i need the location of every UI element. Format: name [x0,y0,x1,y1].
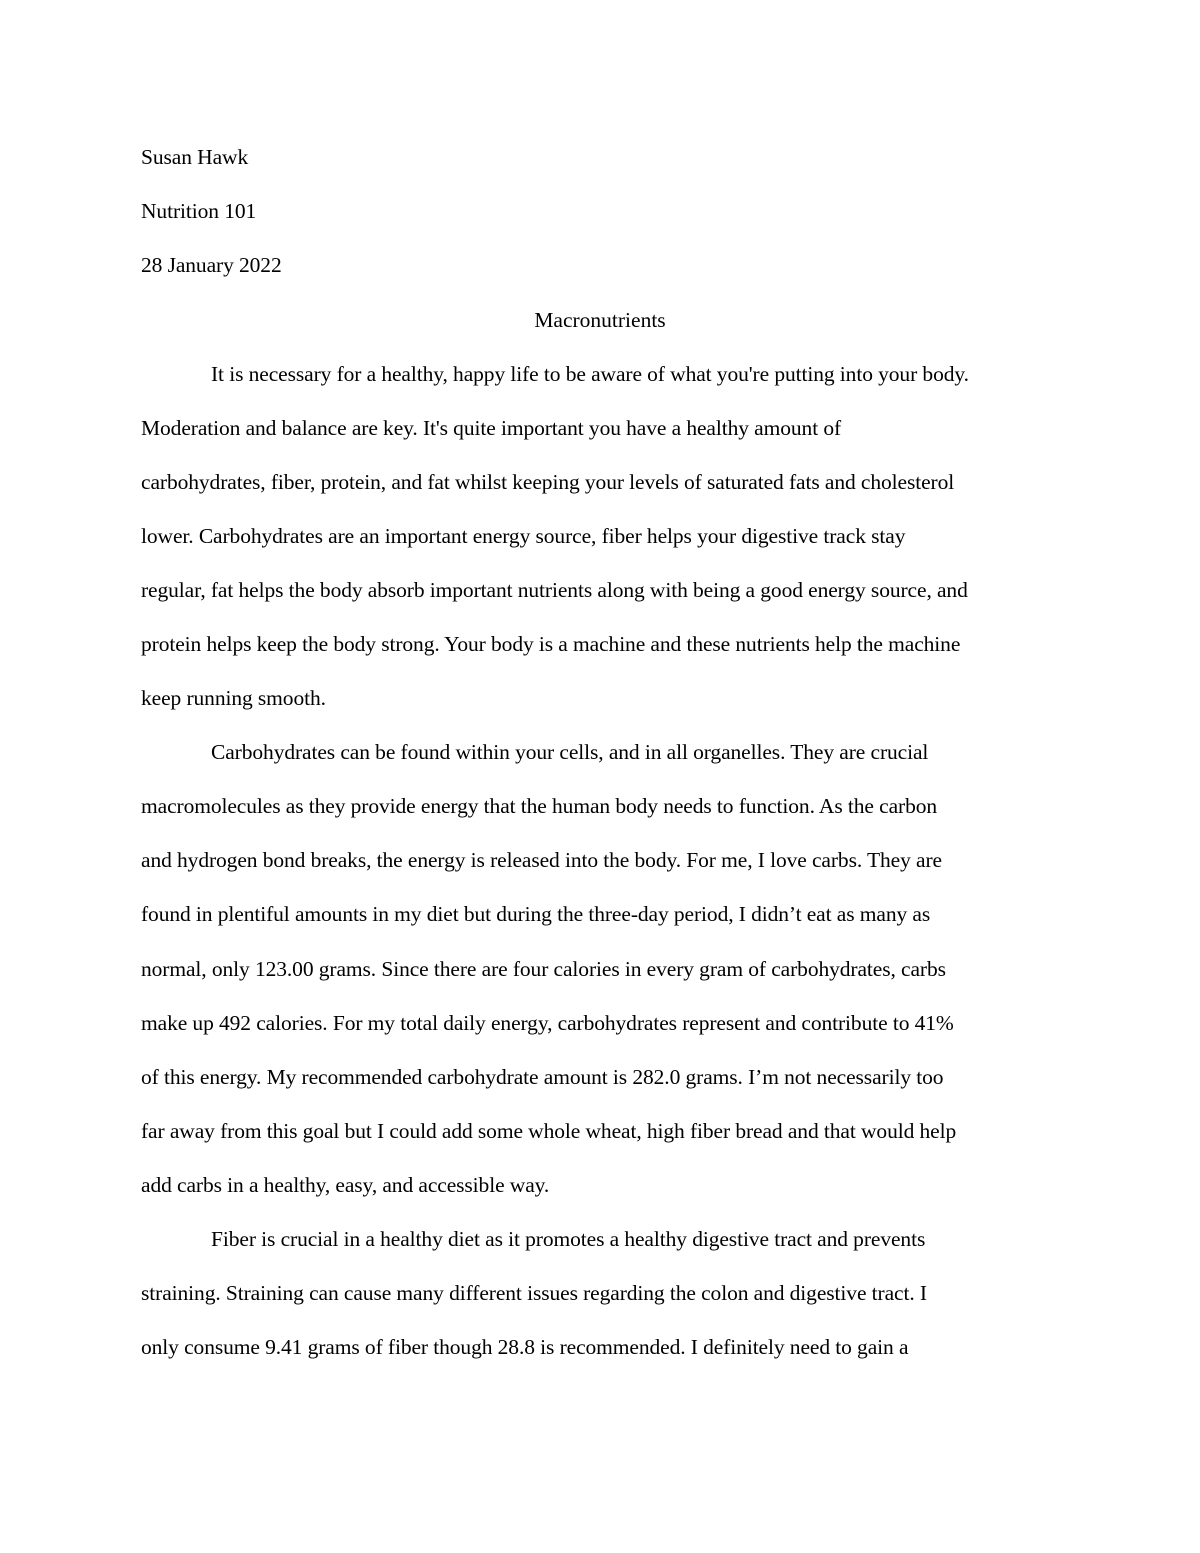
paragraph-2-line-8: far away from this goal but I could add some whole wheat, high fiber bread and that would help [141,1119,957,1143]
paragraph-2-line-2: macromolecules as they provide energy that the human body needs to function. As the carbon [141,794,938,818]
course-name: Nutrition 101 [141,199,257,223]
paragraph-1-line-2: Moderation and balance are key. It's quite important you have a healthy amount of [141,416,842,440]
paragraph-1-line-3: carbohydrates, fiber, protein, and fat whilst keeping your levels of saturated fats and cholesterol [141,470,955,494]
document-date: 28 January 2022 [141,253,282,277]
paragraph-1-line-4: lower. Carbohydrates are an important energy source, fiber helps your digestive track stay [141,524,906,548]
paragraph-3-line-1: Fiber is crucial in a healthy diet as it promotes a healthy digestive tract and prevents [211,1227,926,1251]
paragraph-2-line-1: Carbohydrates can be found within your cells, and in all organelles. They are crucial [211,740,929,764]
paragraph-3-line-3: only consume 9.41 grams of fiber though 28.8 is recommended. I definitely need to gain a [141,1335,909,1359]
document-title: Macronutrients [534,308,666,332]
paragraph-2-line-3: and hydrogen bond breaks, the energy is released into the body. For me, I love carbs. They are [141,848,942,872]
author-name: Susan Hawk [141,145,249,169]
paragraph-2-line-9: add carbs in a healthy, easy, and accessible way. [141,1173,550,1197]
paragraph-1-line-5: regular, fat helps the body absorb important nutrients along with being a good energy source, and [141,578,968,602]
paragraph-2-line-6: make up 492 calories. For my total daily energy, carbohydrates represent and contribute to 41% [141,1011,954,1035]
paragraph-1-line-7: keep running smooth. [141,686,326,710]
paragraph-1-line-6: protein helps keep the body strong. Your body is a machine and these nutrients help the machine [141,632,961,656]
paragraph-2-line-7: of this energy. My recommended carbohydrate amount is 282.0 grams. I’m not necessarily too [141,1065,944,1089]
paragraph-1-line-1: It is necessary for a healthy, happy life to be aware of what you're putting into your body. [211,362,969,386]
paragraph-2-line-4: found in plentiful amounts in my diet but during the three-day period, I didn’t eat as many as [141,902,931,926]
paragraph-2-line-5: normal, only 123.00 grams. Since there are four calories in every gram of carbohydrates, carbs [141,957,946,981]
paragraph-3-line-2: straining. Straining can cause many different issues regarding the colon and digestive tract. I [141,1281,927,1305]
